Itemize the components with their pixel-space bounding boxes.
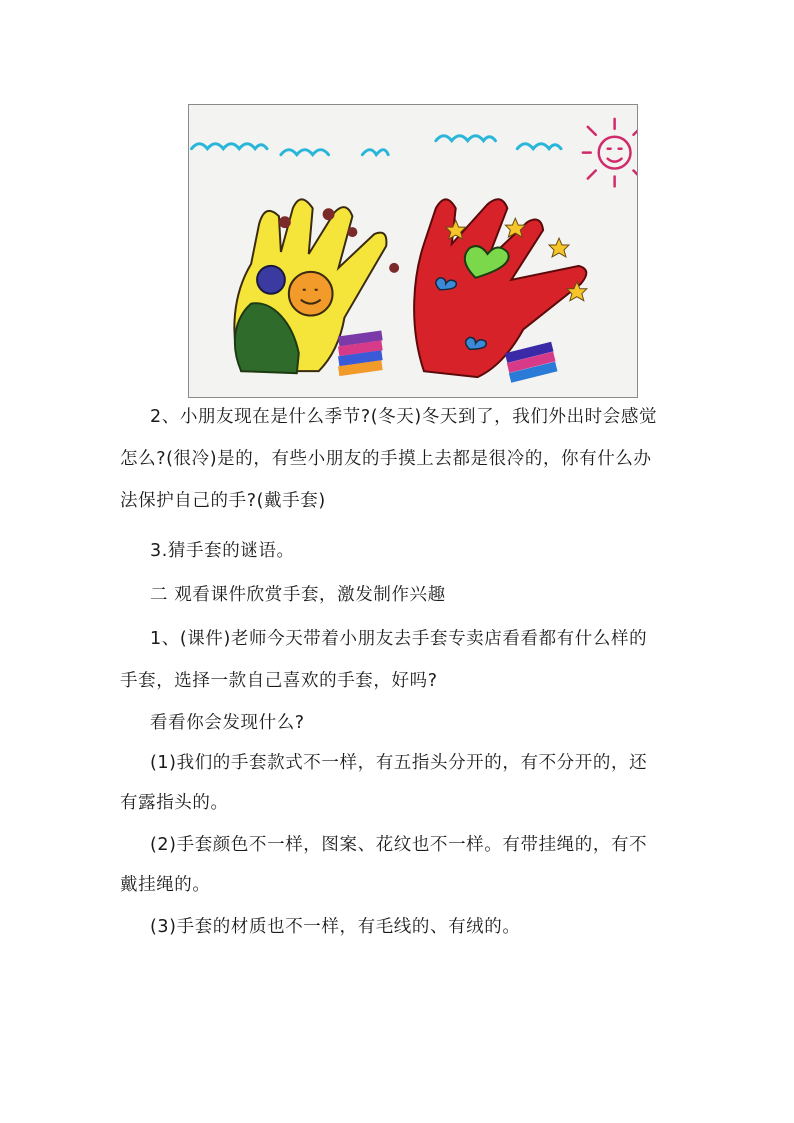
paragraph-season-question-cont: [120, 438, 680, 522]
paragraph-season-question: [120, 396, 710, 438]
paragraph-discover: [120, 702, 710, 744]
yellow-glove-cuff: [338, 330, 383, 376]
glove-drawing-illustration: [189, 105, 637, 397]
paragraph-style-point-cont: [120, 782, 680, 824]
text-line: (2)手套颜色不一样，图案、花纹也不一样。有带挂绳的，有不: [150, 835, 648, 855]
text-line: (3)手套的材质也不一样，有毛线的、有绒的。: [150, 917, 521, 937]
paragraph-riddle: [120, 530, 710, 572]
paragraph-material-point: [120, 906, 710, 948]
text-line: 怎么?(很冷)是的，有些小朋友的手摸上去都是很冷的，你有什么办: [120, 449, 652, 469]
text-line: 法保护自己的手?(戴手套): [120, 491, 326, 511]
text-line: (1)我们的手套款式不一样，有五指头分开的，有不分开的，还: [150, 753, 648, 773]
text-line: 二 观看课件欣赏手套，激发制作兴趣: [150, 585, 446, 605]
text-line: 手套，选择一款自己喜欢的手套，好吗?: [120, 671, 438, 691]
text-line: 看看你会发现什么?: [150, 713, 305, 733]
glove-drawing-photo: [188, 104, 638, 398]
paragraph-color-point-cont: [120, 864, 680, 906]
text-line: 1、(课件)老师今天带着小朋友去手套专卖店看看都有什么样的: [150, 629, 648, 649]
paragraph-courseware: [120, 618, 710, 660]
text-line: 3.猜手套的谜语。: [150, 541, 295, 561]
paragraph-courseware-cont: [120, 660, 680, 702]
text-line: 有露指头的。: [120, 793, 229, 813]
paragraph-color-point: [120, 824, 710, 866]
paragraph-style-point: [120, 742, 710, 784]
section-heading: [120, 574, 710, 616]
text-line: 2、小朋友现在是什么季节?(冬天)冬天到了，我们外出时会感觉: [150, 407, 658, 427]
text-line: 戴挂绳的。: [120, 875, 211, 895]
